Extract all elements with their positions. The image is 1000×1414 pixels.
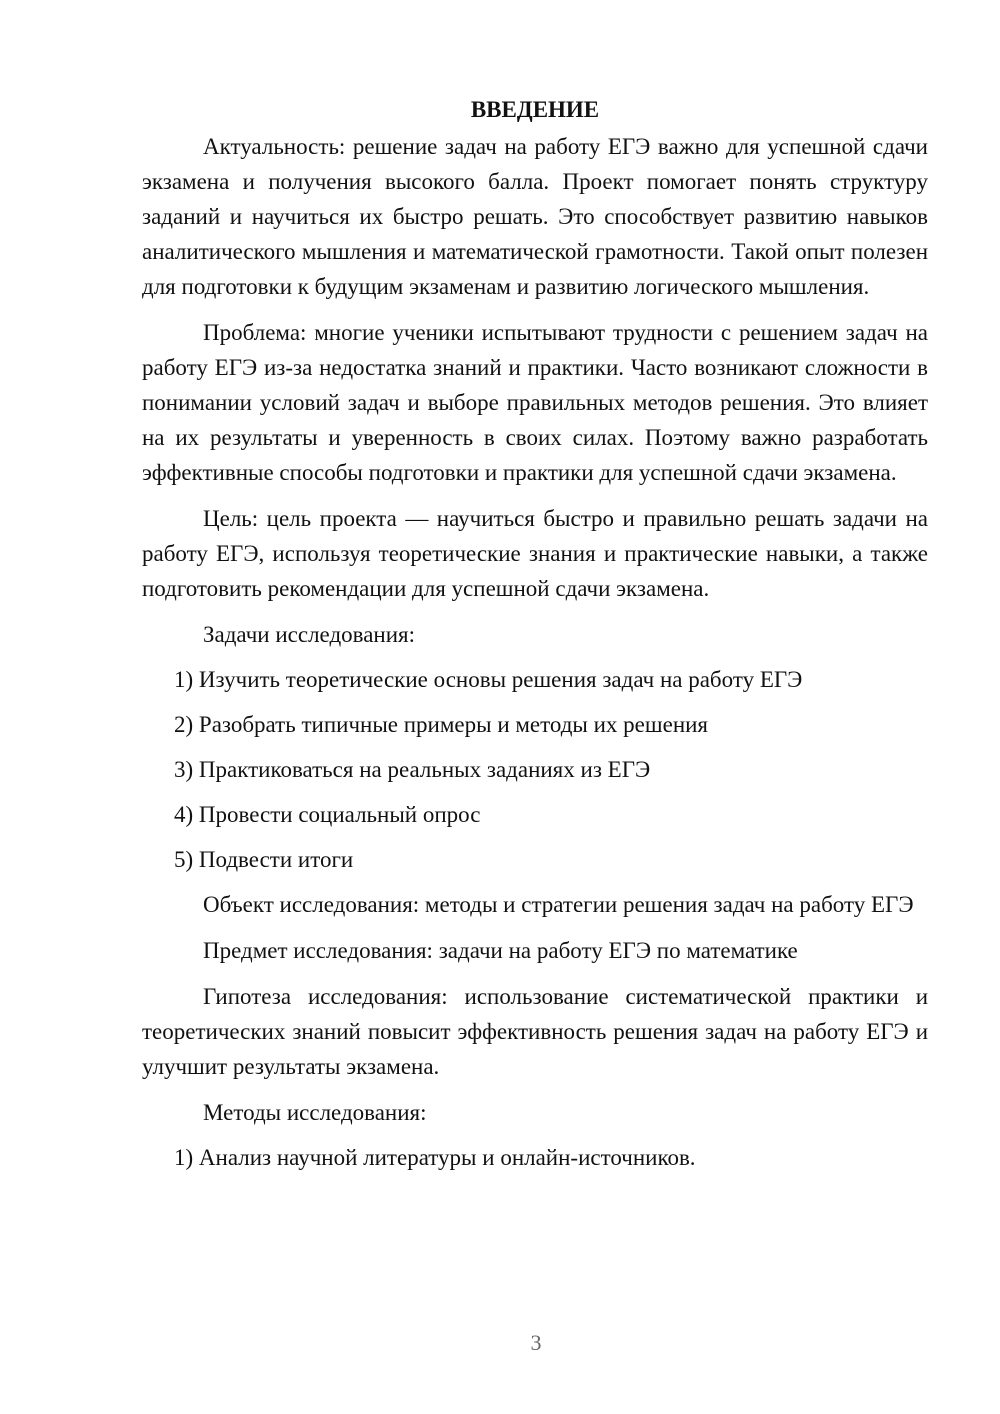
relevance-paragraph: Актуальность: решение задач на работу ЕГЭ важно для успешной сдачи экзамена и получения высокого балла. Проект помогает понять структуру заданий и научиться их быстро решать. Это способствует развитию навыков аналитического мышления и математической грамотности. Такой опыт полезен для подготовки к будущим экзаменам и развитию логического мышления. bbox=[142, 134, 928, 299]
task-item-4: 4) Провести социальный опрос bbox=[174, 802, 481, 827]
hypothesis-paragraph: Гипотеза исследования: использование систематической практики и теоретических знаний повысит эффективность решения задач на работу ЕГЭ и улучшит результаты экзамена. bbox=[142, 984, 928, 1079]
object-paragraph: Объект исследования: методы и стратегии решения задач на работу ЕГЭ bbox=[203, 892, 914, 917]
task-item-2: 2) Разобрать типичные примеры и методы их решения bbox=[174, 712, 709, 737]
problem-paragraph: Проблема: многие ученики испытывают трудности с решением задач на работу ЕГЭ из-за недостатка знаний и практики. Часто возникают сложности в понимании условий задач и выборе правильных методов решения. Это влияет на их результаты и уверенность в своих силах. Поэтому важно разработать эффективные способы подготовки и практики для успешной сдачи экзамена. bbox=[142, 320, 928, 485]
methods-heading: Методы исследования: bbox=[203, 1100, 427, 1125]
goal-paragraph: Цель: цель проекта — научиться быстро и правильно решать задачи на работу ЕГЭ, используя теоретические знания и практические навыки, а также подготовить рекомендации для успешной сдачи экзамена. bbox=[142, 506, 928, 601]
section-title: ВВЕДЕНИЕ bbox=[470, 97, 600, 122]
document-page bbox=[142, 92, 928, 1185]
task-item-5: 5) Подвести итоги bbox=[174, 847, 354, 872]
page-number: 3 bbox=[530, 1330, 542, 1355]
tasks-heading: Задачи исследования: bbox=[203, 622, 416, 647]
task-item-3: 3) Практиковаться на реальных заданиях из ЕГЭ bbox=[174, 757, 651, 782]
method-item-1: 1) Анализ научной литературы и онлайн-источников. bbox=[174, 1145, 696, 1170]
task-item-1: 1) Изучить теоретические основы решения задач на работу ЕГЭ bbox=[174, 667, 803, 692]
subject-paragraph: Предмет исследования: задачи на работу ЕГЭ по математике bbox=[203, 938, 798, 963]
